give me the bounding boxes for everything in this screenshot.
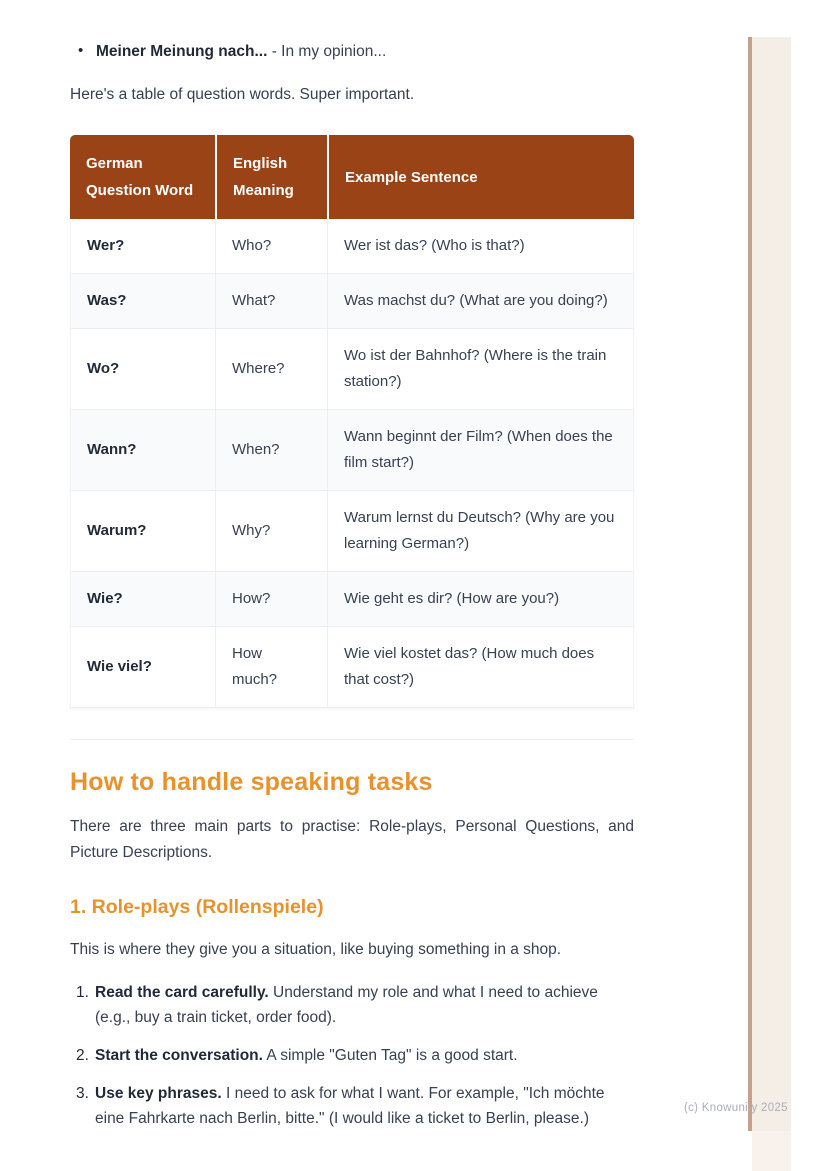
cell-english: Why? [215, 491, 327, 572]
cell-english: How much? [215, 627, 327, 708]
cell-english: Who? [215, 219, 327, 274]
table-row [70, 572, 634, 627]
phrase-term: Meiner Meinung nach... [96, 43, 268, 60]
cell-english: How? [215, 572, 327, 627]
column-header-example: Example Sentence [327, 135, 634, 219]
list-item-number: 2. [76, 1047, 89, 1064]
step-text: A simple "Guten Tag" is a good start. [266, 1047, 518, 1064]
cell-german: Wie viel? [70, 627, 215, 708]
table-row [70, 329, 634, 410]
step-lead: Use key phrases. [95, 1085, 222, 1102]
page-edge-stripe [748, 37, 791, 1131]
cell-german: Wo? [70, 329, 215, 410]
cell-example: Wo ist der Bahnhof? (Where is the train station?) [327, 329, 634, 410]
cell-example: Wer ist das? (Who is that?) [327, 219, 634, 274]
ordered-list-item [70, 1081, 634, 1131]
cell-english: Where? [215, 329, 327, 410]
cell-example: Wie viel kostet das? (How much does that cost?) [327, 627, 634, 708]
phrase-definition: - In my opinion... [271, 43, 387, 60]
column-header-english: English Meaning [215, 135, 327, 219]
cell-example: Wann beginnt der Film? (When does the film start?) [327, 410, 634, 491]
step-text: I need to ask for what I want. For example, "Ich möchte eine Fahrkarte nach Berlin, bitte." (I would like a ticket to Berlin, please.) [95, 1085, 605, 1127]
section-paragraph: There are three main parts to practise: Role-plays, Personal Questions, and Picture Descriptions. [70, 818, 634, 861]
ordered-list-item [70, 1043, 634, 1068]
cell-example: Wie geht es dir? (How are you?) [327, 572, 634, 627]
table-row [70, 491, 634, 572]
table-row [70, 219, 634, 274]
step-lead: Read the card carefully. [95, 984, 269, 1001]
cell-example: Was machst du? (What are you doing?) [327, 274, 634, 329]
step-text: Understand my role and what I need to achieve (e.g., buy a train ticket, order food). [95, 984, 598, 1026]
cell-german: Wann? [70, 410, 215, 491]
list-item [70, 40, 634, 64]
cell-german: Wie? [70, 572, 215, 627]
cell-german: Wer? [70, 219, 215, 274]
list-item-number: 1. [76, 984, 89, 1001]
cell-german: Warum? [70, 491, 215, 572]
cell-english: What? [215, 274, 327, 329]
cell-example: Warum lernst du Deutsch? (Why are you learning German?) [327, 491, 634, 572]
list-item-number: 3. [76, 1085, 89, 1102]
page-edge-stripe-tail [752, 1131, 791, 1171]
table-header-row [70, 135, 634, 219]
section-heading: How to handle speaking tasks [70, 768, 433, 796]
column-header-german: German Question Word [70, 135, 215, 219]
question-words-table [70, 135, 634, 708]
ordered-list [70, 980, 634, 1131]
step-lead: Start the conversation. [95, 1047, 263, 1064]
intro-paragraph: Here's a table of question words. Super important. [70, 86, 415, 103]
ordered-list-item [70, 980, 634, 1030]
bullet-icon: • [78, 42, 84, 59]
subsection-heading: 1. Role-plays (Rollenspiele) [70, 896, 324, 918]
subsection-paragraph: This is where they give you a situation, like buying something in a shop. [70, 941, 562, 958]
table-row [70, 274, 634, 329]
section-divider [70, 739, 634, 740]
document-page [70, 40, 634, 1144]
cell-german: Was? [70, 274, 215, 329]
table-row [70, 410, 634, 491]
watermark: (c) Knowunity 2025 [684, 1102, 788, 1114]
table-row [70, 627, 634, 708]
cell-english: When? [215, 410, 327, 491]
